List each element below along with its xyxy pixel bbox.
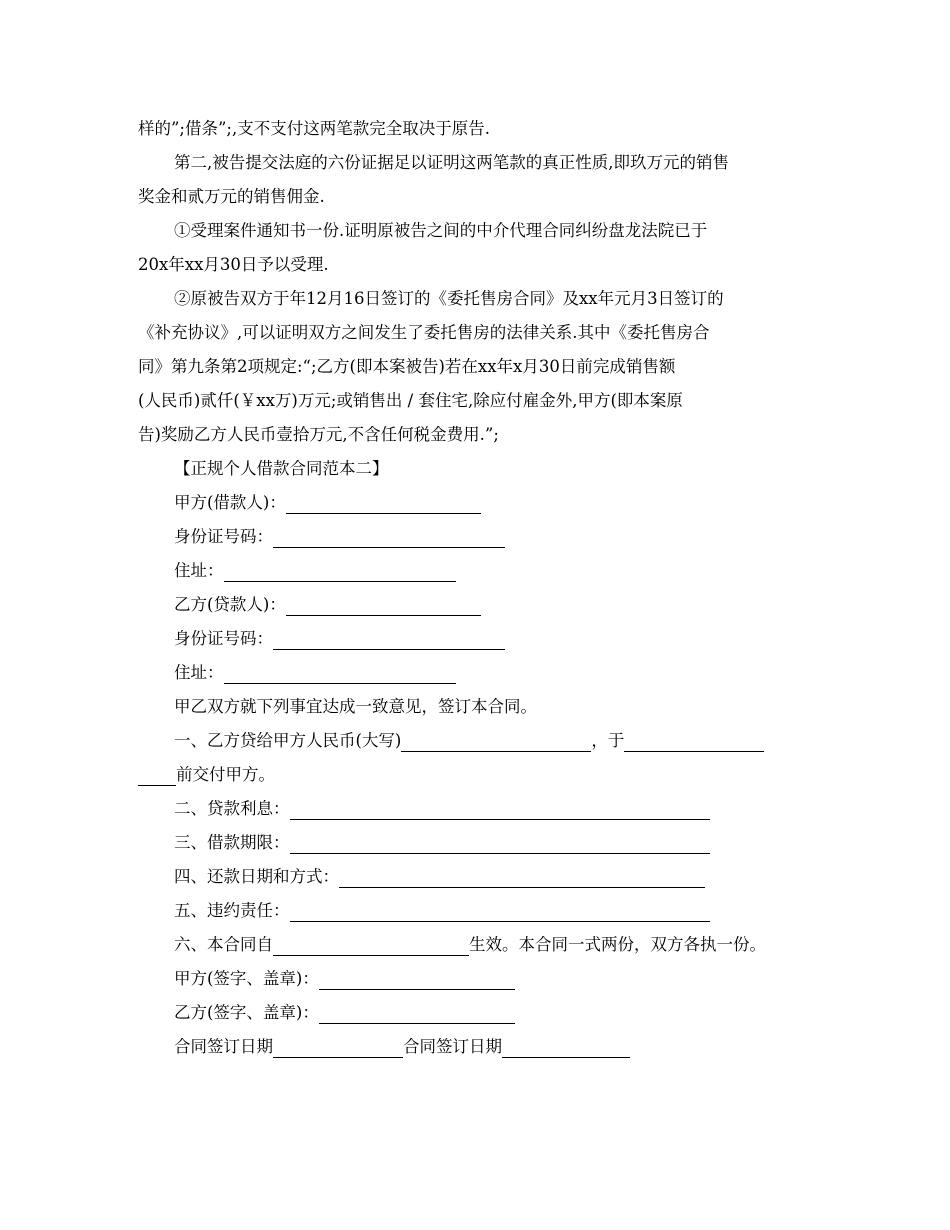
id-b-row — [138, 622, 814, 656]
clause1-row — [138, 724, 814, 758]
contract-title: 【正规个人借款合同范本二】 — [174, 459, 389, 478]
sign-a-row — [138, 962, 814, 996]
interest-blank[interactable] — [290, 797, 710, 820]
address-b-blank[interactable] — [224, 661, 456, 684]
paragraph-line: 奖金和贰万元的销售佣金. — [138, 187, 325, 206]
paragraph-line: 样的”;借条”;,支不支付这两笔款完全取决于原告. — [138, 119, 490, 138]
party-b-label: 乙方(贷款人)： — [174, 595, 286, 614]
paragraph-line: 告)奖励乙方人民币壹拾万元,不含任何税金费用.”; — [138, 425, 499, 444]
clause2-label: 二、贷款利息： — [174, 799, 290, 818]
paragraph-line: ②原被告双方于年12月16日签订的《委托售房合同》及xx年元月3日签订的 — [174, 289, 724, 308]
party-b-row — [138, 588, 814, 622]
date-a-blank[interactable] — [273, 1035, 403, 1058]
effective-date-blank[interactable] — [273, 933, 469, 956]
clause1-connector: ，于 — [591, 731, 625, 750]
repayment-blank[interactable] — [339, 865, 705, 888]
date-b-blank[interactable] — [502, 1035, 630, 1058]
clause6-label: 六、本合同自 — [174, 935, 273, 954]
date-b-label: 合同签订日期 — [403, 1037, 502, 1056]
sign-b-label: 乙方(签字、盖章)： — [174, 1003, 319, 1022]
delivery-date-blank[interactable] — [624, 729, 764, 752]
term-blank[interactable] — [290, 831, 710, 854]
clause6-row — [138, 928, 814, 962]
paragraph-line: 同》第九条第2项规定:“;乙方(即本案被告)若在xx年x月30日前完成销售额 — [138, 357, 676, 376]
clause4-label: 四、还款日期和方式： — [174, 867, 339, 886]
party-b-blank[interactable] — [286, 593, 481, 616]
clause6-tail: 生效。本合同一式两份，双方各执一份。 — [469, 935, 766, 954]
clause5-label: 五、违约责任： — [174, 901, 290, 920]
address-a-row — [138, 554, 814, 588]
id-a-blank[interactable] — [273, 525, 505, 548]
paragraph-line: (人民币)贰仟(￥xx万)万元;或销售出 / 套住宅,除应付雇金外,甲方(即本案原 — [138, 391, 683, 410]
party-a-blank[interactable] — [286, 491, 481, 514]
party-a-row — [138, 486, 814, 520]
clause3-row — [138, 826, 814, 860]
id-a-label: 身份证号码： — [174, 527, 273, 546]
document-page — [138, 112, 814, 1064]
date-row — [138, 1030, 814, 1064]
liability-blank[interactable] — [290, 899, 710, 922]
address-a-label: 住址： — [174, 561, 224, 580]
address-b-row — [138, 656, 814, 690]
amount-blank[interactable] — [401, 729, 591, 752]
clause4-row — [138, 860, 814, 894]
paragraph-line: 《补充协议》,可以证明双方之间发生了委托售房的法律关系.其中《委托售房合 — [138, 323, 710, 342]
id-b-blank[interactable] — [273, 627, 505, 650]
clause1-label: 一、乙方贷给甲方人民币(大写) — [174, 731, 402, 750]
clause2-row — [138, 792, 814, 826]
address-a-blank[interactable] — [224, 559, 456, 582]
date-a-label: 合同签订日期 — [174, 1037, 273, 1056]
clause3-label: 三、借款期限： — [174, 833, 290, 852]
paragraph-line: 20x年xx月30日予以受理. — [138, 255, 329, 274]
paragraph-line: ①受理案件通知书一份.证明原被告之间的中介代理合同纠纷盘龙法院已于 — [174, 221, 708, 240]
clause1-row-cont — [138, 758, 814, 792]
paragraph-line: 第二,被告提交法庭的六份证据足以证明这两笔款的真正性质,即玖万元的销售 — [174, 153, 729, 172]
clause1-tail: 前交付甲方。 — [176, 765, 275, 784]
delivery-date-blank-cont[interactable] — [138, 763, 176, 786]
sign-b-blank[interactable] — [319, 1001, 515, 1024]
sign-a-blank[interactable] — [319, 967, 515, 990]
id-a-row — [138, 520, 814, 554]
party-a-label: 甲方(借款人)： — [174, 493, 286, 512]
sign-b-row — [138, 996, 814, 1030]
id-b-label: 身份证号码： — [174, 629, 273, 648]
address-b-label: 住址： — [174, 663, 224, 682]
clause5-row — [138, 894, 814, 928]
sign-a-label: 甲方(签字、盖章)： — [174, 969, 319, 988]
agreement-line: 甲乙双方就下列事宜达成一致意见，签订本合同。 — [174, 697, 537, 716]
